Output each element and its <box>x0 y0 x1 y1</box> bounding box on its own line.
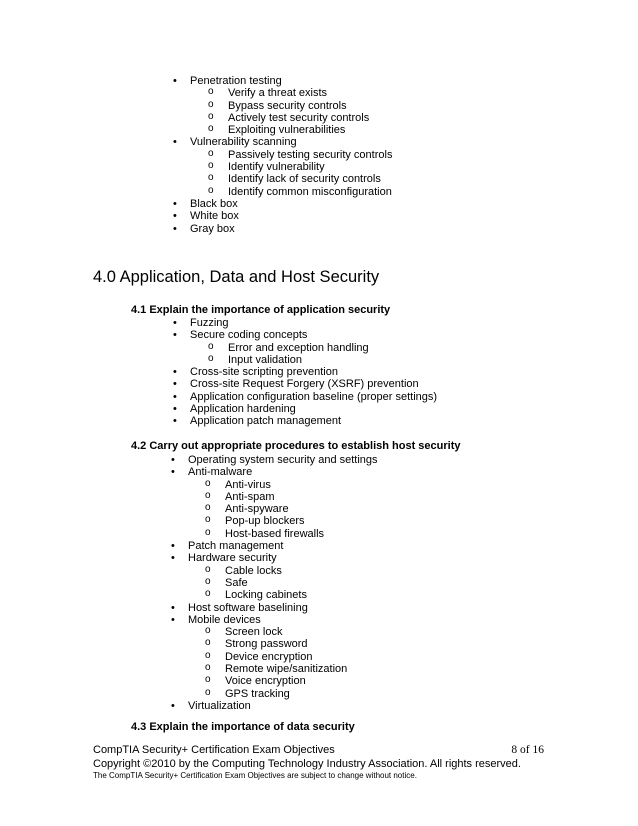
list-item: • Application configuration baseline (proper settings) <box>0 391 638 403</box>
subsection-4-3-title: 4.3 Explain the importance of data security <box>131 721 355 733</box>
footer-notice: The CompTIA Security+ Certification Exam Objectives are subject to change without notice. <box>93 771 417 780</box>
list-item: • Gray box <box>0 223 638 235</box>
sub-list-item: o Actively test security controls <box>0 112 638 124</box>
footer-doc-title: CompTIA Security+ Certification Exam Objectives <box>93 744 335 756</box>
sub-list-item: o Screen lock <box>0 626 638 638</box>
sub-list-item: o Error and exception handling <box>0 342 638 354</box>
sub-list-item: o Safe <box>0 577 638 589</box>
list-item: • Cross-site Request Forgery (XSRF) prevention <box>0 378 638 390</box>
list-item: • White box <box>0 210 638 222</box>
sub-list-item: o Pop-up blockers <box>0 515 638 527</box>
bullet-list <box>0 317 638 428</box>
list-item: • Application patch management <box>0 415 638 427</box>
sub-list-item: o Input validation <box>0 354 638 366</box>
list-item: • Mobile devices <box>0 614 638 626</box>
list-item: • Secure coding concepts <box>0 329 638 341</box>
sub-list-item: o Identify common misconfiguration <box>0 186 638 198</box>
sub-list-item: o Verify a threat exists <box>0 87 638 99</box>
top-bullet-list <box>0 75 638 235</box>
sub-list-item: o Strong password <box>0 638 638 650</box>
bullet-list <box>0 454 638 712</box>
sub-list-item: o GPS tracking <box>0 688 638 700</box>
list-item: • Cross-site scripting prevention <box>0 366 638 378</box>
list-item: • Hardware security <box>0 552 638 564</box>
sub-list-item: o Identify lack of security controls <box>0 173 638 185</box>
sub-list-item: o Identify vulnerability <box>0 161 638 173</box>
list-item: • Vulnerability scanning <box>0 136 638 148</box>
sub-list-item: o Exploiting vulnerabilities <box>0 124 638 136</box>
list-item: • Black box <box>0 198 638 210</box>
list-item: • Patch management <box>0 540 638 552</box>
sub-list-item: o Voice encryption <box>0 675 638 687</box>
sub-list-item: o Anti-virus <box>0 479 638 491</box>
page-number: 8 of 16 <box>511 744 544 756</box>
sub-list-item: o Cable locks <box>0 565 638 577</box>
sub-list-item: o Anti-spam <box>0 491 638 503</box>
list-item: • Anti-malware <box>0 466 638 478</box>
subsection-4-1-list <box>0 317 638 428</box>
subsection-4-2-title: 4.2 Carry out appropriate procedures to establish host security <box>131 440 461 452</box>
footer-title-row <box>93 744 544 756</box>
subsection-4-2-list <box>0 454 638 712</box>
sub-list-item: o Bypass security controls <box>0 100 638 112</box>
sub-list-item: o Locking cabinets <box>0 589 638 601</box>
list-item: • Fuzzing <box>0 317 638 329</box>
footer-copyright: Copyright ©2010 by the Computing Technology Industry Association. All rights reserved. <box>93 758 521 770</box>
list-item: • Host software baselining <box>0 602 638 614</box>
list-item: • Penetration testing <box>0 75 638 87</box>
section-heading: 4.0 Application, Data and Host Security <box>93 268 380 286</box>
sub-list-item: o Anti-spyware <box>0 503 638 515</box>
list-item: • Virtualization <box>0 700 638 712</box>
sub-list-item: o Host-based firewalls <box>0 528 638 540</box>
subsection-4-1-title: 4.1 Explain the importance of application security <box>131 304 391 316</box>
list-item: • Application hardening <box>0 403 638 415</box>
list-item: • Operating system security and settings <box>0 454 638 466</box>
bullet-list <box>0 75 638 235</box>
sub-list-item: o Passively testing security controls <box>0 149 638 161</box>
sub-list-item: o Device encryption <box>0 651 638 663</box>
sub-list-item: o Remote wipe/sanitization <box>0 663 638 675</box>
